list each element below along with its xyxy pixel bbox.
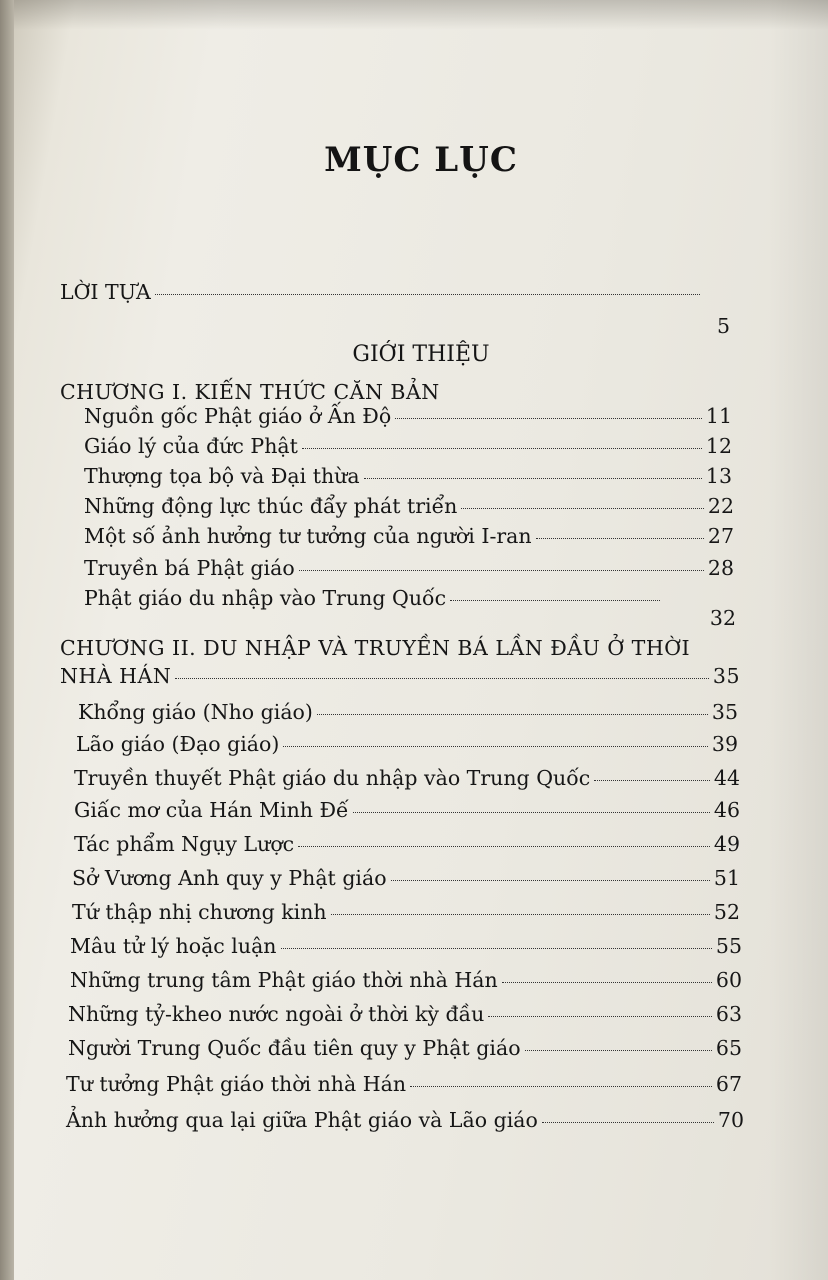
chapter-heading-2-continued: NHÀ HÁN 35 [60,664,740,688]
page-fold-shade [768,0,828,1280]
toc-entry: Thượng tọa bộ và Đại thừa 13 [84,464,732,488]
toc-entry-label: LỜI TỰA [60,280,151,304]
toc-entry: Khổng giáo (Nho giáo) 35 [78,700,738,724]
book-gutter [0,0,14,1280]
toc-entry: Truyền bá Phật giáo 28 [84,556,734,580]
section-heading-intro: GIỚI THIỆU [352,342,490,367]
toc-entry: Người Trung Quốc đầu tiên quy y Phật giáo 65 [68,1036,742,1060]
leader-dots [155,294,700,295]
chapter-heading-1: CHƯƠNG I. KIẾN THỨC CĂN BẢN [60,380,440,404]
chapter-heading-2: CHƯƠNG II. DU NHẬP VÀ TRUYỀN BÁ LẦN ĐẦU Ở THỜI [60,636,691,660]
toc-entry: Mâu tử lý hoặc luận 55 [70,934,742,958]
top-shadow [14,0,828,30]
toc-entry: Những động lực thúc đẩy phát triển 22 [84,494,734,518]
book-page [14,0,828,1280]
toc-entry: Tư tưởng Phật giáo thời nhà Hán 67 [66,1072,742,1096]
page-title: MỤC LỤC [324,140,518,180]
toc-entry: Giấc mơ của Hán Minh Đế 46 [74,798,740,822]
toc-entry: Những tỷ-kheo nước ngoài ở thời kỳ đầu 63 [68,1002,742,1026]
toc-entry: Sở Vương Anh quy y Phật giáo 51 [72,866,740,890]
toc-entry-preface [60,280,704,304]
toc-entry: Phật giáo du nhập vào Trung Quốc [84,586,664,610]
toc-page-number: 32 [709,606,736,630]
toc-entry: Nguồn gốc Phật giáo ở Ấn Độ 11 [84,404,732,428]
toc-entry: Truyền thuyết Phật giáo du nhập vào Trung Quốc 44 [74,766,740,790]
toc-entry: Tứ thập nhị chương kinh 52 [72,900,740,924]
toc-entry: Những trung tâm Phật giáo thời nhà Hán 60 [70,968,742,992]
toc-entry: Giáo lý của đức Phật 12 [84,434,732,458]
toc-entry: Tác phẩm Ngụy Lược 49 [74,832,740,856]
toc-entry-preface-page: 5 [716,314,730,338]
toc-entry: Lão giáo (Đạo giáo) 39 [76,732,738,756]
toc-entry: Một số ảnh hưởng tư tưởng của người I-ran 27 [84,524,734,548]
toc-entry: Ảnh hưởng qua lại giữa Phật giáo và Lão giáo 70 [66,1108,744,1132]
